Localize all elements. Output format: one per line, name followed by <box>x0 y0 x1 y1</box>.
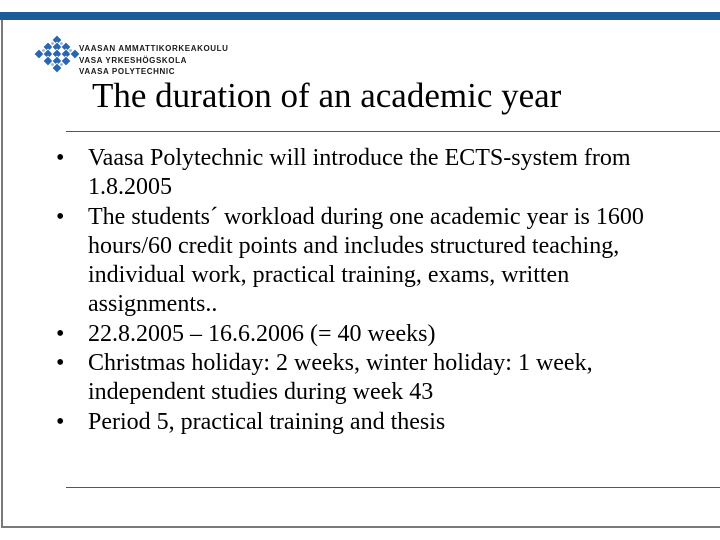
bullet-text: 22.8.2005 – 16.6.2006 (= 40 weeks) <box>88 320 436 347</box>
logo-dot <box>69 49 72 52</box>
institution-name-line: VAASAN AMMATTIKORKEAKOULU <box>79 44 229 53</box>
bullet-item <box>56 408 676 437</box>
slide-title: The duration of an academic year <box>92 76 562 115</box>
institution-name <box>79 43 229 78</box>
bullet-dot-icon: • <box>56 145 65 171</box>
slide-frame-bottom <box>1 526 720 528</box>
bullet-item <box>56 203 676 320</box>
bullet-dot-icon: • <box>56 350 65 377</box>
bullet-dot-icon: • <box>56 408 65 435</box>
bullet-text: Vaasa Polytechnic will introduce the ECTS-system from 1.8.2005 <box>88 145 631 201</box>
bullet-list <box>56 144 676 437</box>
logo-dot <box>42 49 45 52</box>
logo-dot <box>51 42 54 45</box>
bullet-text: Period 5, practical training and thesis <box>88 408 446 435</box>
footer-divider <box>66 487 720 488</box>
logo-dot <box>60 63 63 66</box>
bullet-dot-icon: • <box>56 203 65 230</box>
logo-dot <box>51 63 54 66</box>
diamond-grid-logo-icon <box>32 34 82 80</box>
bullet-text: Christmas holiday: 2 weeks, winter holiday: 1 week, independent studies during week 43 <box>88 350 593 406</box>
institution-name-line: VASA YRKESHÖGSKOLA <box>79 55 187 65</box>
bullet-item <box>56 349 676 408</box>
title-divider <box>66 131 720 132</box>
top-accent-bar <box>0 12 720 20</box>
bullet-item <box>56 144 676 203</box>
bullet-dot-icon: • <box>56 320 65 347</box>
logo-dot <box>60 42 63 45</box>
institution-name-line: VAASA POLYTECHNIC <box>79 67 176 76</box>
bullet-item <box>56 320 676 349</box>
slide-frame-left <box>1 20 3 528</box>
bullet-text: The students´ workload during one academic year is 1600 hours/60 credit points and includes structured teaching, individual work, practical training, exams, written assignments.. <box>88 203 644 318</box>
